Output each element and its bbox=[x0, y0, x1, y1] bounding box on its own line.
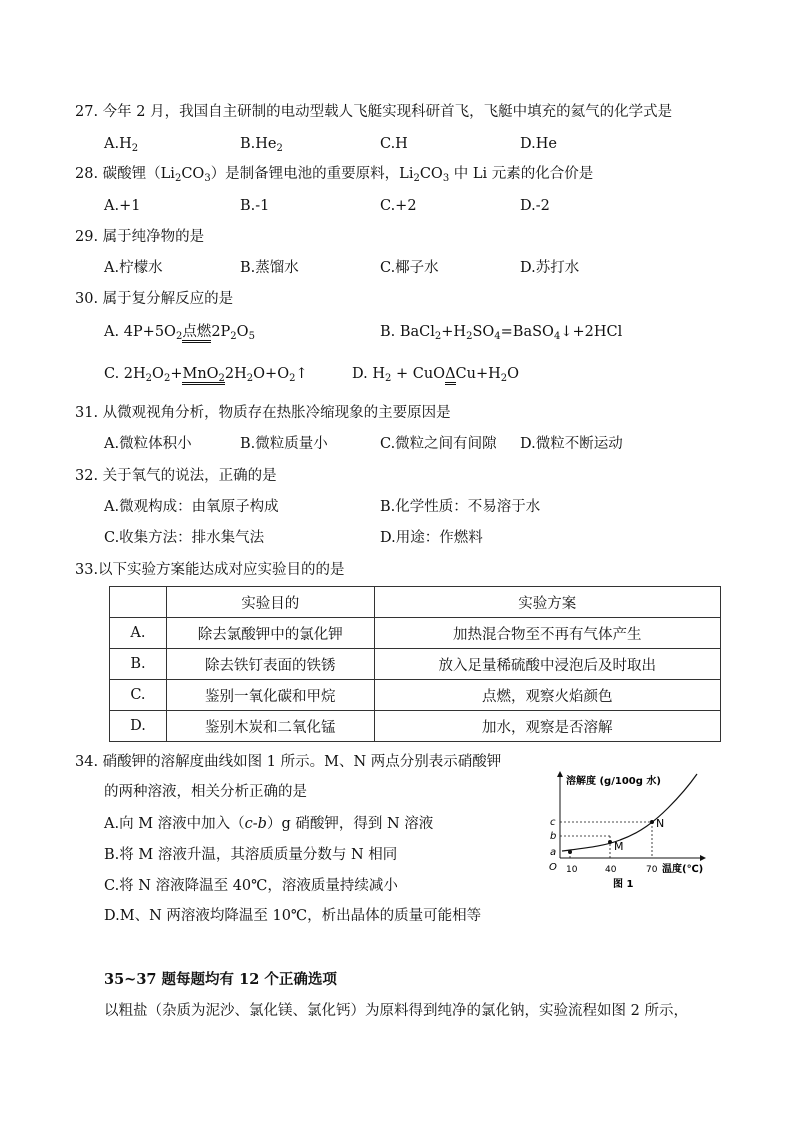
q32-stem: 32. 关于氧气的说法，正确的是 bbox=[75, 468, 277, 484]
q34-stem-cont: 的两种溶液，相关分析正确的是 bbox=[104, 784, 307, 800]
table-cell: 鉴别一氧化碳和甲烷 bbox=[166, 680, 374, 711]
table-row bbox=[110, 680, 721, 711]
table-header: 实验方案 bbox=[374, 587, 720, 618]
y-axis-label: 溶解度 (g/100g 水) bbox=[566, 776, 661, 787]
table-row bbox=[110, 649, 721, 680]
q31-option-a: A.微粒体积小 bbox=[104, 436, 192, 452]
q30-stem: 30. 属于复分解反应的是 bbox=[75, 291, 234, 307]
table-cell: 放入足量稀硫酸中浸泡后及时取出 bbox=[374, 649, 720, 680]
q31-stem: 31. 从微观视角分析，物质存在热胀冷缩现象的主要原因是 bbox=[75, 405, 451, 421]
q29-option-d: D.苏打水 bbox=[520, 260, 580, 276]
table-cell: 鉴别木炭和二氧化锰 bbox=[166, 711, 374, 742]
q28-option-c: C.+2 bbox=[380, 198, 417, 214]
q27-option-b: $B.He_2$ bbox=[240, 136, 283, 154]
q27-stem: 27. 今年 2 月，我国自主研制的电动型载人飞艇实现科研首飞，飞艇中填充的氦气的化学式是 bbox=[75, 104, 673, 120]
q30-option-b: B. $BaCl_2+H_2SO_4=BaSO_4↓+2HCl$ bbox=[380, 324, 623, 342]
q29-option-b: B.蒸馏水 bbox=[240, 260, 299, 276]
label-m: M bbox=[614, 840, 624, 853]
q32-option-c: C.收集方法：排水集气法 bbox=[104, 530, 265, 546]
q29-option-a: A.柠檬水 bbox=[104, 260, 163, 276]
table-cell: 点燃，观察火焰颜色 bbox=[374, 680, 720, 711]
q34-option-c: C.将 N 溶液降温至 40℃，溶液质量持续减小 bbox=[104, 878, 398, 894]
table-cell: 除去氯酸钾中的氯化钾 bbox=[166, 618, 374, 649]
q31-option-c: C.微粒之间有间隙 bbox=[380, 436, 497, 452]
y-tick-c: c bbox=[550, 817, 556, 828]
q34-option-a: A.向 M 溶液中加入（c-b）g 硝酸钾，得到 N 溶液 bbox=[104, 816, 434, 832]
point-m bbox=[608, 840, 612, 844]
solubility-figure bbox=[540, 766, 710, 896]
q29-option-c: C.椰子水 bbox=[380, 260, 439, 276]
x-tick-10: 10 bbox=[566, 865, 578, 875]
q32-option-b: B.化学性质：不易溶于水 bbox=[380, 499, 541, 515]
q34-option-d: D.M、N 两溶液均降温至 10℃，析出晶体的质量可能相等 bbox=[104, 908, 482, 924]
q27-option-c: C.H bbox=[380, 136, 408, 152]
reaction-condition: 点燃 bbox=[182, 324, 211, 343]
q29-stem: 29. 属于纯净物的是 bbox=[75, 229, 205, 245]
table-header: 实验目的 bbox=[166, 587, 374, 618]
table-cell: D. bbox=[110, 711, 167, 742]
figure-caption: 图 1 bbox=[613, 879, 634, 890]
table-header-row bbox=[110, 587, 721, 618]
table-cell: B. bbox=[110, 649, 167, 680]
point-a bbox=[568, 850, 572, 854]
q31-option-d: D.微粒不断运动 bbox=[520, 436, 623, 452]
reaction-condition: MnO$_2$ bbox=[182, 366, 225, 384]
q28-stem: 28. 碳酸锂$(Li_2CO_3)$是制备锂电池的重要原料，$Li_2CO_3$ 中 Li 元素的化合价是 bbox=[75, 166, 594, 184]
origin-label: O bbox=[549, 862, 557, 873]
table-cell: 除去铁钉表面的铁锈 bbox=[166, 649, 374, 680]
q33-table bbox=[109, 586, 721, 742]
x-tick-40: 40 bbox=[605, 865, 617, 875]
q31-option-b: B.微粒质量小 bbox=[240, 436, 328, 452]
y-tick-a: a bbox=[550, 847, 557, 858]
x-axis-label: 温度(℃) bbox=[662, 864, 704, 875]
q30-option-a: A. $4P+5O_2$点燃$2P_2O_5$ bbox=[104, 324, 255, 342]
table-cell: 加热混合物至不再有气体产生 bbox=[374, 618, 720, 649]
table-row bbox=[110, 711, 721, 742]
q27-option-d: D.He bbox=[520, 136, 557, 152]
q28-option-b: B.-1 bbox=[240, 198, 270, 214]
y-tick-b: b bbox=[550, 831, 557, 842]
q32-option-d: D.用途：作燃料 bbox=[380, 530, 483, 546]
q28-option-a: A.+1 bbox=[104, 198, 141, 214]
q34-option-b: B.将 M 溶液升温，其溶质质量分数与 N 相同 bbox=[104, 847, 398, 863]
table-cell: C. bbox=[110, 680, 167, 711]
q28-option-d: D.-2 bbox=[520, 198, 550, 214]
label-n: N bbox=[656, 817, 665, 830]
q32-option-a: A.微观构成：由氧原子构成 bbox=[104, 499, 279, 515]
q30-option-c: C. $2H_2O_2+MnO_22H_2O+O_2↑$ bbox=[104, 366, 308, 384]
section-heading: 35~37 题每题均有 12 个正确选项 bbox=[104, 971, 337, 988]
reaction-condition: Δ bbox=[445, 366, 455, 385]
q30-option-d: D. $H_2 + CuO\Delta Cu+H_2O$ bbox=[352, 366, 520, 384]
section-intro: 以粗盐（杂质为泥沙、氯化镁、氯化钙）为原料得到纯净的氯化钠，实验流程如图 2 所示， bbox=[104, 1003, 688, 1019]
table-cell: 加水，观察是否溶解 bbox=[374, 711, 720, 742]
q34-stem: 34. 硝酸钾的溶解度曲线如图 1 所示。M、N 两点分别表示硝酸钾 bbox=[75, 754, 502, 770]
q33-stem: 33.以下实验方案能达成对应实验目的的是 bbox=[75, 562, 345, 578]
q27-option-a: $A.H_2$ bbox=[104, 136, 139, 154]
table-header bbox=[110, 587, 167, 618]
x-tick-70: 70 bbox=[646, 865, 658, 875]
table-row bbox=[110, 618, 721, 649]
table-cell: A. bbox=[110, 618, 167, 649]
point-n bbox=[650, 820, 654, 824]
